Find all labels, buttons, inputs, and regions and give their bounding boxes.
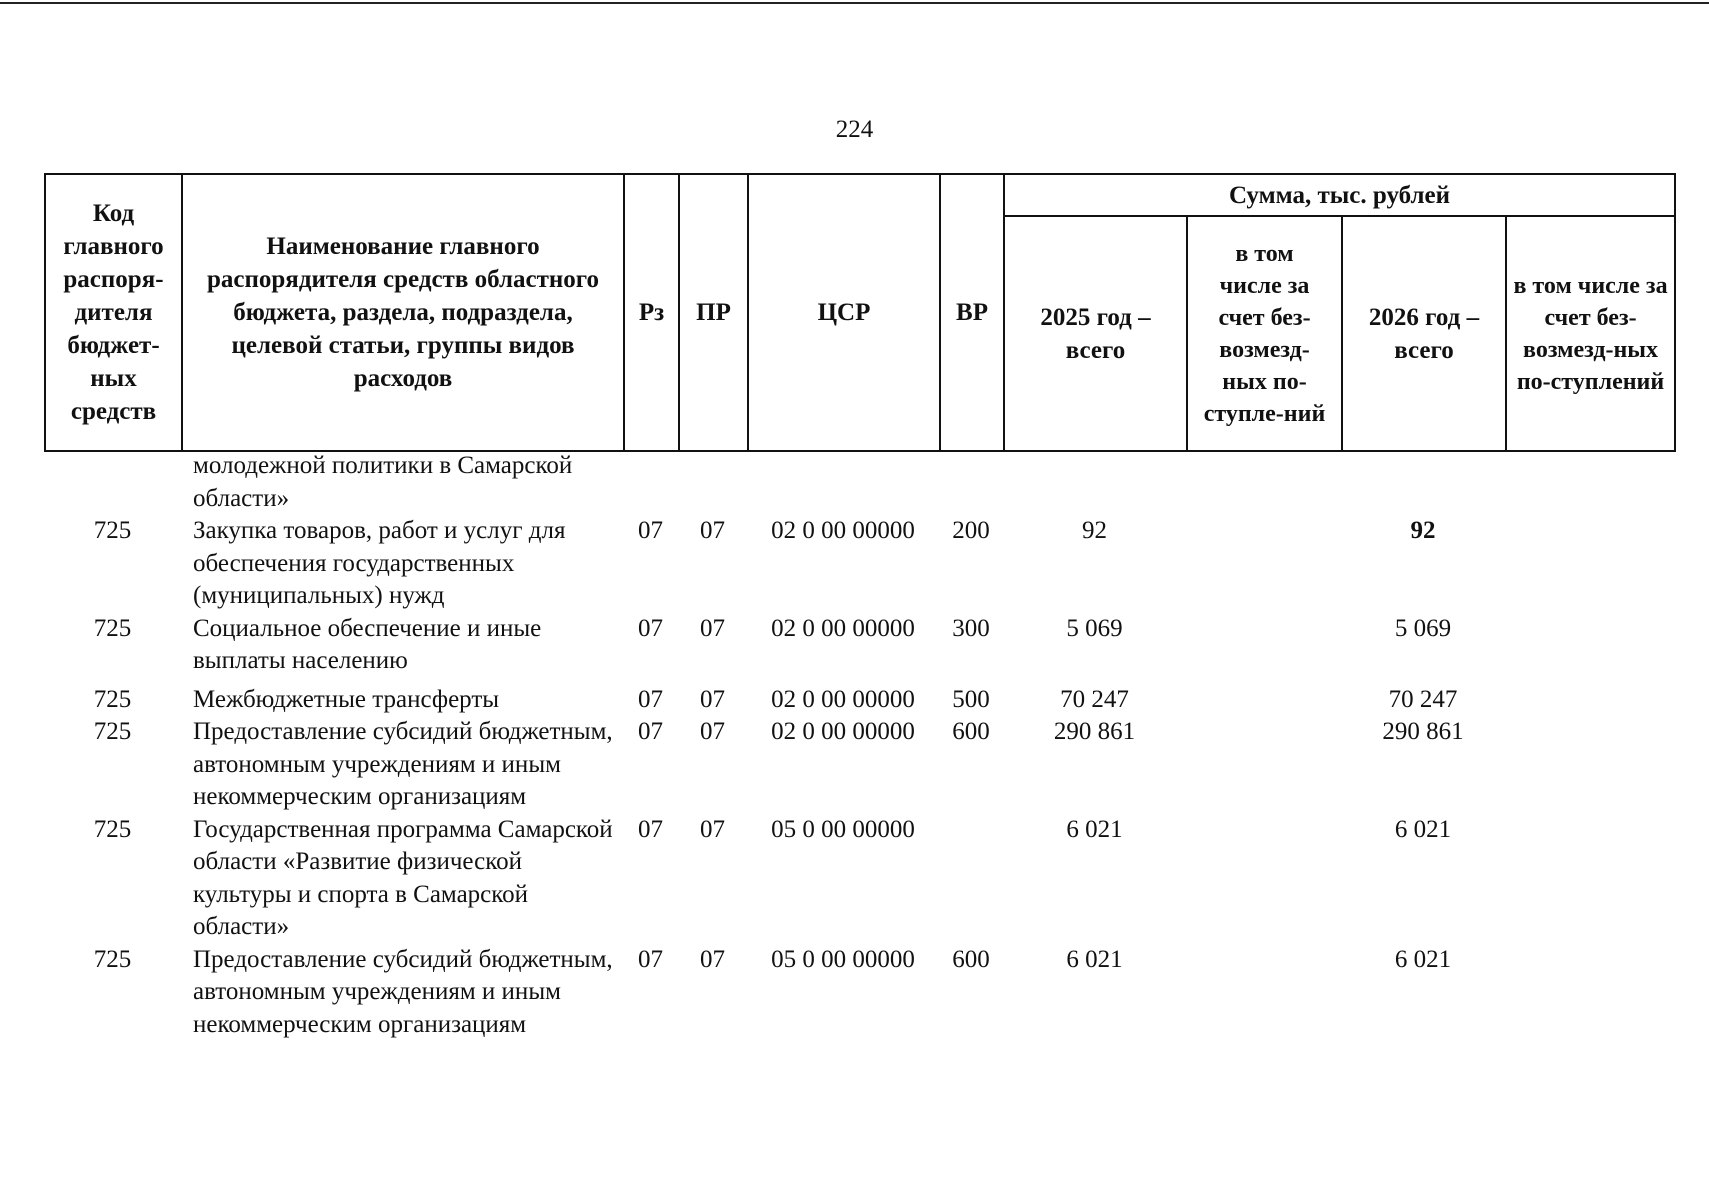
header-name: Наименование главного распорядителя средств областного бюджета, раздела, подраздела, целевой статьи, группы видов расходов <box>182 174 624 451</box>
cell-2025-total: 6 021 <box>1066 945 1123 973</box>
header-2025-gratuitous: в том числе за счет без-возмезд-ных по-ступле-ний <box>1187 216 1342 451</box>
table-row <box>44 716 1674 814</box>
cell-name: Государственная программа Самарской области «Развитие физической культуры и спорта в Самарской области» <box>193 815 613 940</box>
cell-code: 725 <box>93 685 132 713</box>
cell-vr: 200 <box>952 517 990 544</box>
cell-code: 725 <box>93 517 132 544</box>
table-row <box>44 684 1674 717</box>
table-row <box>44 613 1674 678</box>
header-rz: Рз <box>624 174 679 451</box>
cell-vr <box>939 814 1003 944</box>
cell-2025-gratuitous <box>1186 716 1341 814</box>
cell-2025-gratuitous <box>1186 684 1341 717</box>
cell-vr: 600 <box>952 718 990 745</box>
cell-2026-gratuitous <box>1505 814 1674 944</box>
header-csr: ЦСР <box>748 174 940 451</box>
cell-csr: 05 0 00 00000 <box>771 815 915 843</box>
top-rule <box>0 2 1709 4</box>
cell-2025-total: 6 021 <box>1066 815 1123 843</box>
header-code: Код главного распоря-дителя бюджет-ных средств <box>45 174 182 451</box>
cell-csr: 02 0 00 00000 <box>771 517 915 544</box>
cell-csr: 02 0 00 00000 <box>771 718 915 745</box>
cell-pr: 07 <box>700 718 725 745</box>
header-vr: ВР <box>940 174 1004 451</box>
cell-name: Предоставление субсидий бюджетным, автономным учреждениям и иным некоммерческим организациям <box>193 718 613 810</box>
cell-2026-total <box>1341 450 1505 515</box>
cell-2025-total: 70 247 <box>1060 685 1129 713</box>
cell-name: Закупка товаров, работ и услуг для обеспечения государственных (муниципальных) нужд <box>193 517 566 609</box>
cell-2026-total: 92 <box>1410 517 1436 544</box>
cell-2025-gratuitous <box>1186 515 1341 613</box>
cell-csr <box>747 450 939 515</box>
cell-2025-total: 92 <box>1082 517 1107 544</box>
cell-csr: 05 0 00 00000 <box>771 945 915 973</box>
cell-2026-total: 6 021 <box>1394 945 1452 973</box>
cell-vr: 300 <box>952 614 990 642</box>
cell-rz: 07 <box>638 945 663 973</box>
cell-csr: 02 0 00 00000 <box>771 685 915 713</box>
cell-vr: 600 <box>952 945 990 973</box>
cell-2026-gratuitous <box>1505 613 1674 678</box>
cell-code <box>44 450 181 515</box>
cell-csr: 02 0 00 00000 <box>771 614 915 642</box>
cell-rz <box>623 450 678 515</box>
cell-code: 725 <box>93 945 132 973</box>
cell-vr <box>939 450 1003 515</box>
cell-vr: 500 <box>952 685 990 713</box>
cell-2025-total: 290 861 <box>1053 718 1136 745</box>
table-body <box>44 450 1674 1041</box>
header-pr: ПР <box>679 174 748 451</box>
cell-pr <box>678 450 747 515</box>
cell-2025-total: 5 069 <box>1066 614 1123 642</box>
cell-2025-gratuitous <box>1186 450 1341 515</box>
header-sum: Сумма, тыс. рублей <box>1004 174 1675 216</box>
table-row <box>44 450 1674 515</box>
cell-pr: 07 <box>700 815 725 843</box>
cell-pr: 07 <box>700 614 725 642</box>
cell-name: Предоставление субсидий бюджетным, автономным учреждениям и иным некоммерческим организациям <box>193 945 613 1038</box>
table-header <box>44 173 1676 452</box>
header-2026-gratuitous: в том числе за счет без-возмезд-ных по-ступлений <box>1506 216 1675 451</box>
cell-2025-total <box>1003 450 1186 515</box>
cell-name: молодежной политики в Самарской области» <box>193 452 573 512</box>
cell-2026-total: 70 247 <box>1388 685 1458 713</box>
table-row <box>44 515 1674 613</box>
header-2025-total: 2025 год – всего <box>1004 216 1187 451</box>
cell-code: 725 <box>93 718 132 745</box>
cell-2026-gratuitous <box>1505 515 1674 613</box>
cell-rz: 07 <box>638 718 663 745</box>
cell-2026-total: 6 021 <box>1394 815 1452 843</box>
cell-code: 725 <box>93 614 132 642</box>
cell-2026-gratuitous <box>1505 944 1674 1042</box>
cell-2026-total: 5 069 <box>1394 614 1452 642</box>
cell-pr: 07 <box>700 685 725 713</box>
cell-name: Социальное обеспечение и иные выплаты населению <box>193 614 542 674</box>
cell-2026-gratuitous <box>1505 716 1674 814</box>
cell-2026-gratuitous <box>1505 450 1674 515</box>
cell-rz: 07 <box>638 815 663 843</box>
cell-2025-gratuitous <box>1186 944 1341 1042</box>
cell-rz: 07 <box>638 517 663 544</box>
cell-rz: 07 <box>638 614 663 642</box>
page-number: 224 <box>835 116 874 143</box>
cell-pr: 07 <box>700 945 725 973</box>
cell-2026-total: 290 861 <box>1382 718 1464 745</box>
cell-code: 725 <box>93 815 132 843</box>
cell-2026-gratuitous <box>1505 684 1674 717</box>
cell-2025-gratuitous <box>1186 814 1341 944</box>
table-row <box>44 814 1674 944</box>
cell-name: Межбюджетные трансферты <box>193 685 500 713</box>
header-2026-total: 2026 год – всего <box>1342 216 1506 451</box>
cell-rz: 07 <box>638 685 663 713</box>
cell-pr: 07 <box>700 517 725 544</box>
cell-2025-gratuitous <box>1186 613 1341 678</box>
table-row <box>44 944 1674 1042</box>
